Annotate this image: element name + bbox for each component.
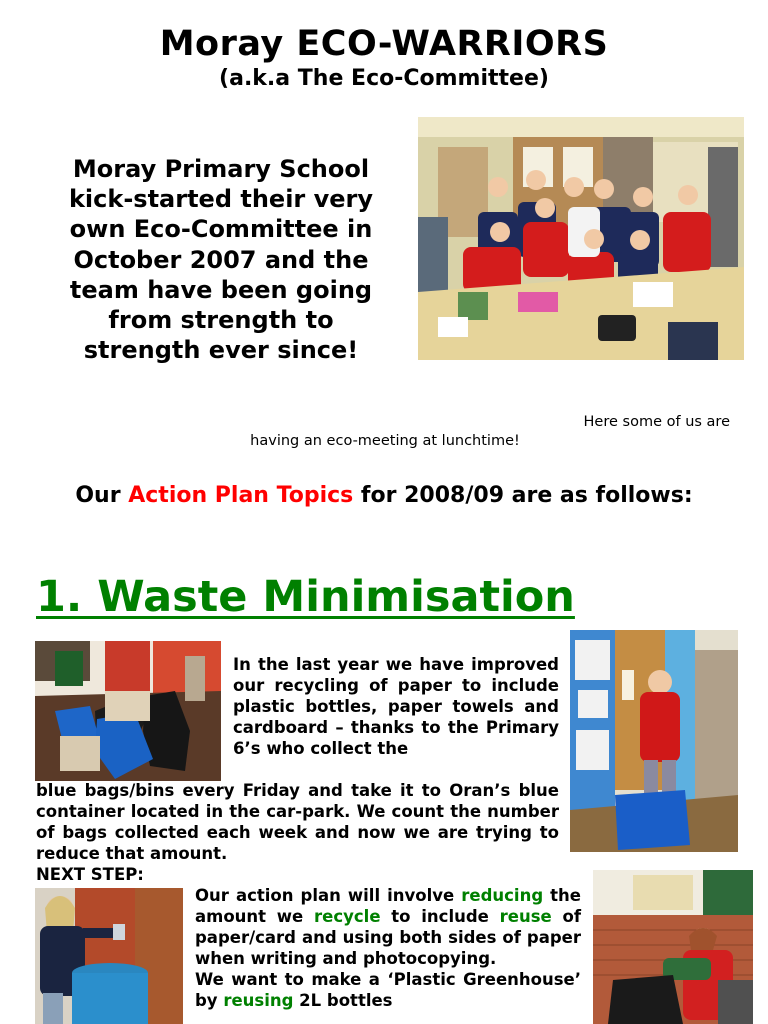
section-heading-waste-minimisation: 1. Waste Minimisation	[36, 572, 575, 622]
keyword-reuse: reuse	[499, 907, 552, 927]
topics-highlight: Action Plan Topics	[128, 483, 354, 508]
topics-prefix: Our	[75, 483, 129, 508]
keyword-recycle: recycle	[314, 907, 381, 927]
recycling-paragraph-part2: blue bags/bins every Friday and take it to Oran’s blue container located in the car-park. We count the number of bags collected each week and now we are trying to reduce that amount.	[36, 781, 559, 864]
photo-caption-line1: Here some of us are	[583, 414, 730, 430]
keyword-reusing: reusing	[223, 991, 294, 1011]
recycling-bags-photo	[35, 641, 221, 781]
pupil-at-water-butt-photo	[35, 888, 183, 1024]
page-subtitle: (a.k.a The Eco-Committee)	[219, 66, 549, 91]
page-title: Moray ECO-WARRIORS	[159, 24, 609, 64]
topics-suffix: for 2008/09 are as follows:	[353, 483, 693, 508]
next-step-label: NEXT STEP:	[36, 865, 144, 884]
action-plan-intro	[50, 481, 718, 510]
pupil-with-compost-bin-photo	[593, 870, 753, 1024]
eco-committee-photo	[418, 117, 744, 360]
photo-caption-line2: having an eco-meeting at lunchtime!	[250, 433, 520, 449]
pupil-with-blue-bag-photo	[570, 630, 738, 852]
action-plan-paragraph: Our action plan will involve reducing the amount we recycle to include reuse of paper/card and using both sides of paper when writing and photocopying. We want to make a ‘Plastic Greenhouse’ by reusing 2L bottles	[195, 886, 581, 1011]
keyword-reducing: reducing	[461, 886, 544, 905]
recycling-paragraph-part1: In the last year we have improved our recycling of paper to include plastic bottles, paper towels and cardboard – thanks to the Primary 6’s who collect the	[233, 655, 559, 759]
intro-text: Moray Primary School kick-started their very own Eco-Committee in October 2007 and the team have been going from strength to strength ever since!	[68, 155, 374, 365]
